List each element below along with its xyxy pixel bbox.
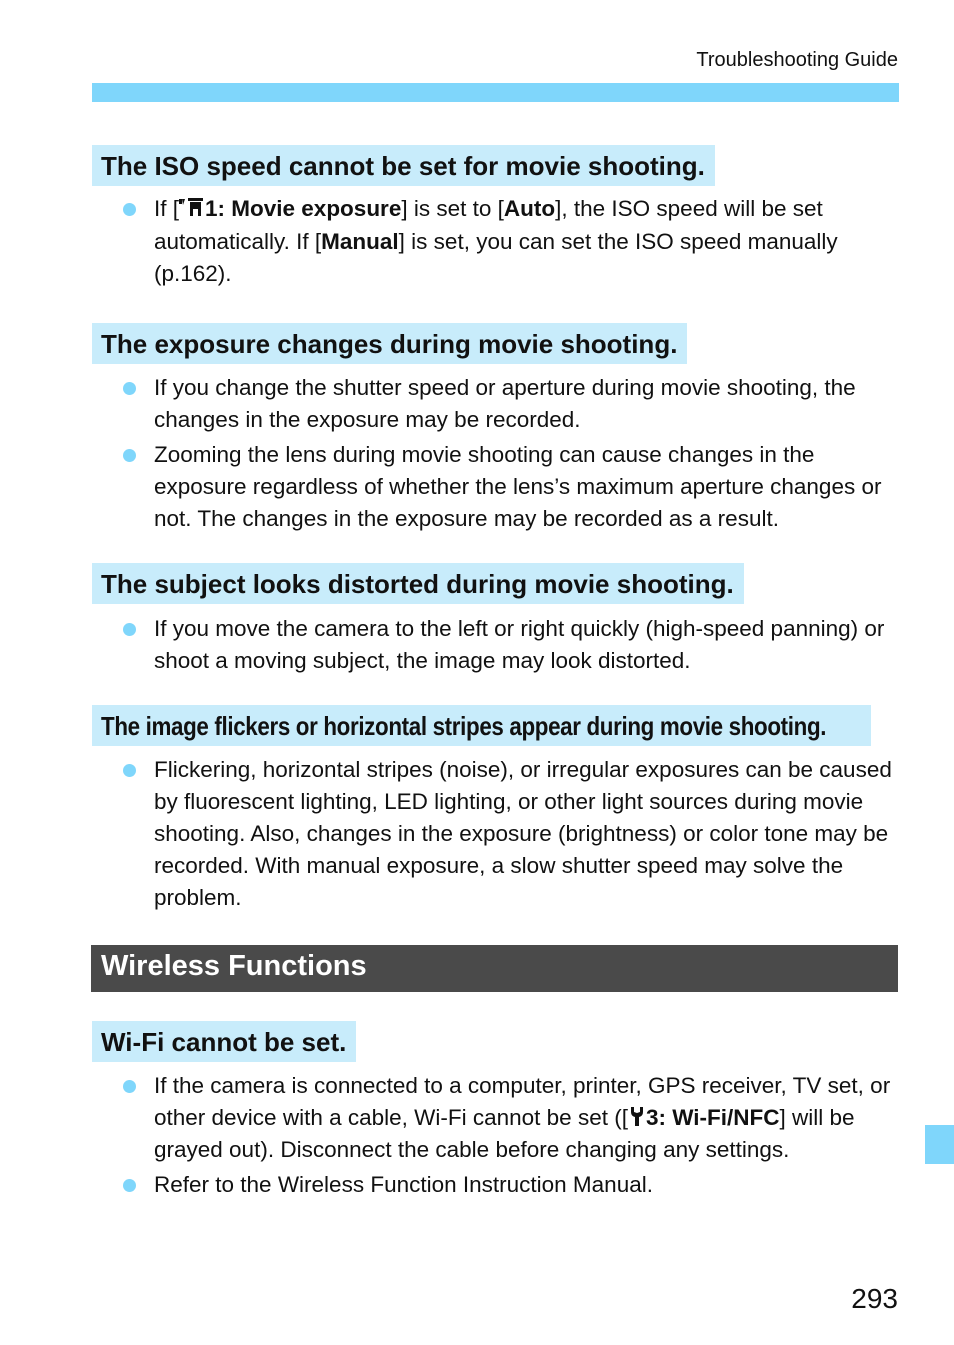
- header-bar: [92, 83, 899, 102]
- section-heading: The ISO speed cannot be set for movie shooting.: [92, 145, 715, 186]
- section-wifi: [92, 1021, 902, 1201]
- section-iso-speed: [92, 145, 902, 291]
- bullet-list: [92, 754, 902, 914]
- list-item: Flickering, horizontal stripes (noise), or irregular exposures can be caused by fluorescent lighting, LED lighting, or other light sources during movie shooting. Also, changes in the exposure (brightness) or color tone may be recorded. With manual exposure, a slow shutter speed may solve the problem.: [92, 754, 902, 914]
- bullet-icon: [123, 203, 136, 216]
- section-heading: The subject looks distorted during movie shooting.: [92, 563, 744, 604]
- page-number: 293: [851, 1283, 898, 1314]
- bullet-icon: [123, 1080, 136, 1093]
- list-item: If you move the camera to the left or right quickly (high-speed panning) or shoot a moving subject, the image may look distorted.: [92, 613, 902, 677]
- bullet-icon: [123, 623, 136, 636]
- bullet-list: [92, 193, 902, 291]
- running-header: Troubleshooting Guide: [696, 49, 898, 71]
- bullet-list: [92, 372, 902, 535]
- section-image-flickers: [92, 705, 902, 914]
- bullet-icon: [123, 764, 136, 777]
- bullet-list: [92, 1070, 902, 1201]
- bullet-icon: [123, 1179, 136, 1192]
- section-exposure-changes: [92, 323, 902, 535]
- bullet-icon: [123, 382, 136, 395]
- list-item: Refer to the Wireless Function Instruction Manual.: [92, 1169, 902, 1201]
- chapter-side-tab: [925, 1125, 954, 1164]
- list-item: If [ 1: Movie exposure] is set to [Auto], the ISO speed will be set automatically. If [Manual] is set, you can set the ISO speed manually (p.162).: [92, 193, 902, 291]
- list-item: If you change the shutter speed or aperture during movie shooting, the changes in the exposure may be recorded.: [92, 372, 902, 435]
- section-subject-distorted: [92, 563, 902, 677]
- section-heading: The exposure changes during movie shooting.: [92, 323, 687, 364]
- section-heading: Wi-Fi cannot be set.: [92, 1021, 356, 1062]
- movie-icon: [179, 196, 205, 221]
- bullet-list: [92, 613, 902, 677]
- list-item: Zooming the lens during movie shooting can cause changes in the exposure regardless of whether the lens’s maximum aperture changes or not. The changes in the exposure may be recorded as a result.: [92, 439, 902, 535]
- list-item: If the camera is connected to a computer, printer, GPS receiver, TV set, or other device with a cable, Wi-Fi cannot be set ([ 3: Wi-Fi/NFC] will be grayed out). Disconnect the cable before changing any settings.: [92, 1070, 902, 1166]
- wrench-icon: [628, 1105, 646, 1130]
- bullet-icon: [123, 449, 136, 462]
- section-heading: The image flickers or horizontal stripes appear during movie shooting.: [92, 705, 871, 746]
- chapter-banner: Wireless Functions: [91, 945, 898, 992]
